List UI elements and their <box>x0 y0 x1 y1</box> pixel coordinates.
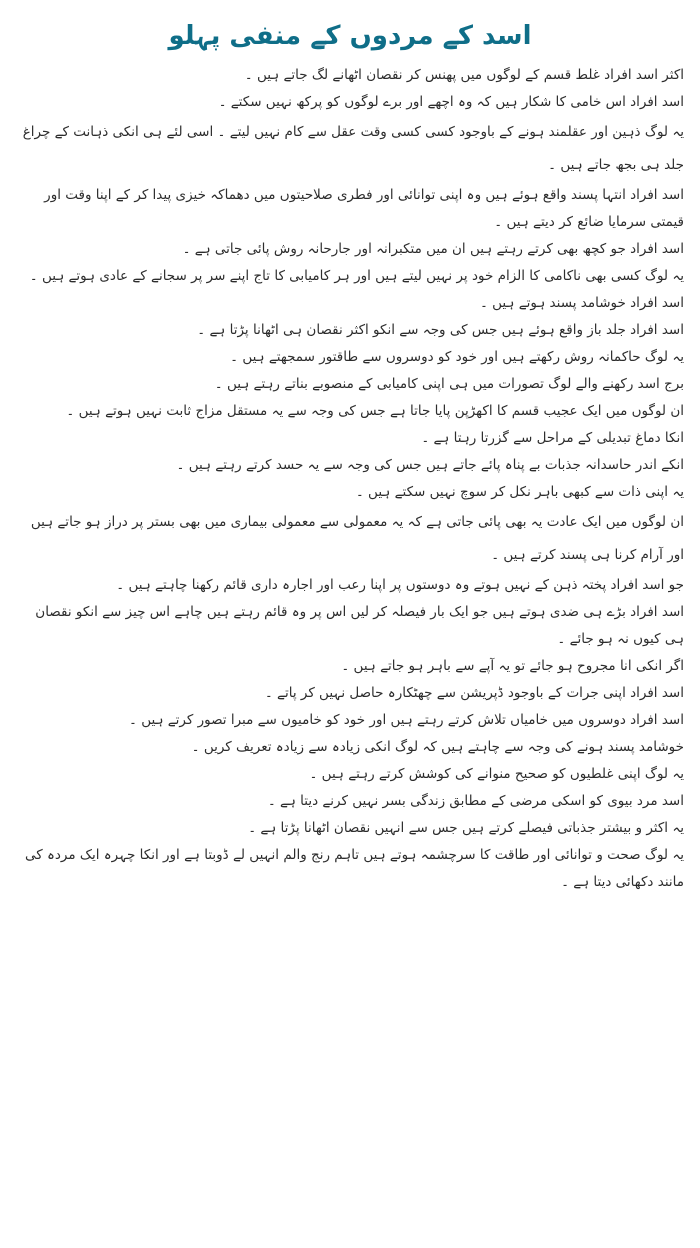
trait-line: اسد افراد جو کچھ بھی کرتے رہتے ہیں ان میں متکبرانہ اور جارحانہ روش پائی جاتی ہے ۔ <box>182 241 684 257</box>
trait-line: اکثر اسد افراد غلط قسم کے لوگوں میں پھنس کر نقصان اٹھانے لگ جاتے ہیں ۔ <box>244 67 684 83</box>
trait-line: خوشامد پسند ہونے کی وجہ سے چاہتے ہیں کہ لوگ انکی زیادہ سے زیادہ تعریف کریں ۔ <box>191 739 684 755</box>
trait-list <box>12 62 688 896</box>
trait-line: انکا دماغ تبدیلی کے مراحل سے گزرتا رہتا ہے ۔ <box>421 430 684 446</box>
trait-line: یہ لوگ ذہین اور عقلمند ہونے کے باوجود کسی کسی وقت عقل سے کام نہیں لیتے ۔ اسی لئے ہی انکی ذہانت کے چراغ جلد ہی بجھ جاتے ہیں ۔ <box>22 124 684 173</box>
trait-line: برج اسد رکھنے والے لوگ تصورات میں ہی اپنی کامیابی کے منصوبے بناتے رہتے ہیں ۔ <box>214 376 684 392</box>
trait-line: اسد افراد اس خامی کا شکار ہیں کہ وہ اچھے اور برے لوگوں کو پرکھ نہیں سکتے ۔ <box>218 94 684 110</box>
trait-line: جو اسد افراد پختہ ذہن کے نہیں ہوتے وہ دوستوں پر اپنا رعب اور اجارہ داری قائم رکھنا چاہتے ہیں ۔ <box>116 577 684 593</box>
trait-line: یہ لوگ اپنی غلطیوں کو صحیح منوانے کی کوشش کرتے رہتے ہیں ۔ <box>309 766 684 782</box>
trait-line: یہ اپنی ذات سے کبھی باہر نکل کر سوچ نہیں سکتے ہیں ۔ <box>355 484 684 500</box>
trait-line: یہ اکثر و بیشتر جذباتی فیصلے کرتے ہیں جس سے انہیں نقصان اٹھانا پڑتا ہے ۔ <box>248 820 684 836</box>
trait-line: ان لوگوں میں ایک عادت یہ بھی پائی جاتی ہے کہ یہ معمولی سے معمولی بیماری میں بھی بستر پر دراز ہو جاتے ہیں اور آرام کرنا ہی پسند کرتے ہیں ۔ <box>30 514 684 563</box>
trait-line: ان لوگوں میں ایک عجیب قسم کا اکھڑپن پایا جاتا ہے جس کی وجہ سے یہ مستقل مزاج ثابت نہیں ہوتے ہیں ۔ <box>66 403 684 419</box>
trait-line: اسد افراد اپنی جرات کے باوجود ڈپریشن سے چھٹکارہ حاصل نہیں کر پاتے ۔ <box>264 685 684 701</box>
trait-line: اسد افراد دوسروں میں خامیاں تلاش کرتے رہتے ہیں اور خود کو خامیوں سے مبرا تصور کرتے ہیں ۔ <box>129 712 684 728</box>
trait-line: اسد مرد بیوی کو اسکی مرضی کے مطابق زندگی بسر نہیں کرنے دیتا ہے ۔ <box>267 793 684 809</box>
page-title: اسد کے مردوں کے منفی پہلو <box>168 21 532 51</box>
trait-line: اسد افراد جلد باز واقع ہوئے ہیں جس کی وجہ سے انکو اکثر نقصان ہی اٹھانا پڑتا ہے ۔ <box>197 322 684 338</box>
trait-line: اسد افراد بڑے ہی ضدی ہوتے ہیں جو ایک بار فیصلہ کر لیں اس پر وہ قائم رہتے ہیں چاہے اس چیز سے انکو نقصان ہی کیوں نہ ہو جائے ۔ <box>35 604 684 647</box>
trait-line: اسد افراد انتہا پسند واقع ہوئے ہیں وہ اپنی توانائی اور فطری صلاحیتوں میں دھماکہ خیزی پیدا کر کے اپنا وقت اور قیمتی سرمایا ضائع کر دیتے ہیں ۔ <box>44 187 684 230</box>
trait-line: انکے اندر حاسدانہ جذبات بے پناہ پائے جاتے ہیں جس کی وجہ سے یہ حسد کرتے رہتے ہیں ۔ <box>176 457 684 473</box>
trait-line: اسد افراد خوشامد پسند ہوتے ہیں ۔ <box>479 295 684 311</box>
trait-line: اگر انکی انا مجروح ہو جائے تو یہ آپے سے باہر ہو جاتے ہیں ۔ <box>341 658 684 674</box>
trait-line: یہ لوگ حاکمانہ روش رکھتے ہیں اور خود کو دوسروں سے طاقتور سمجھتے ہیں ۔ <box>230 349 684 365</box>
trait-line: یہ لوگ صحت و توانائی اور طاقت کا سرچشمہ ہوتے ہیں تاہم رنج والم انہیں لے ڈوبتا ہے اور انکا چہرہ ایک مردہ کی مانند دکھائی دیتا ہے ۔ <box>25 847 684 890</box>
trait-line: یہ لوگ کسی بھی ناکامی کا الزام خود پر نہیں لیتے ہیں اور ہر کامیابی کا تاج اپنے سر پر سجانے کے عادی ہوتے ہیں ۔ <box>29 268 684 284</box>
